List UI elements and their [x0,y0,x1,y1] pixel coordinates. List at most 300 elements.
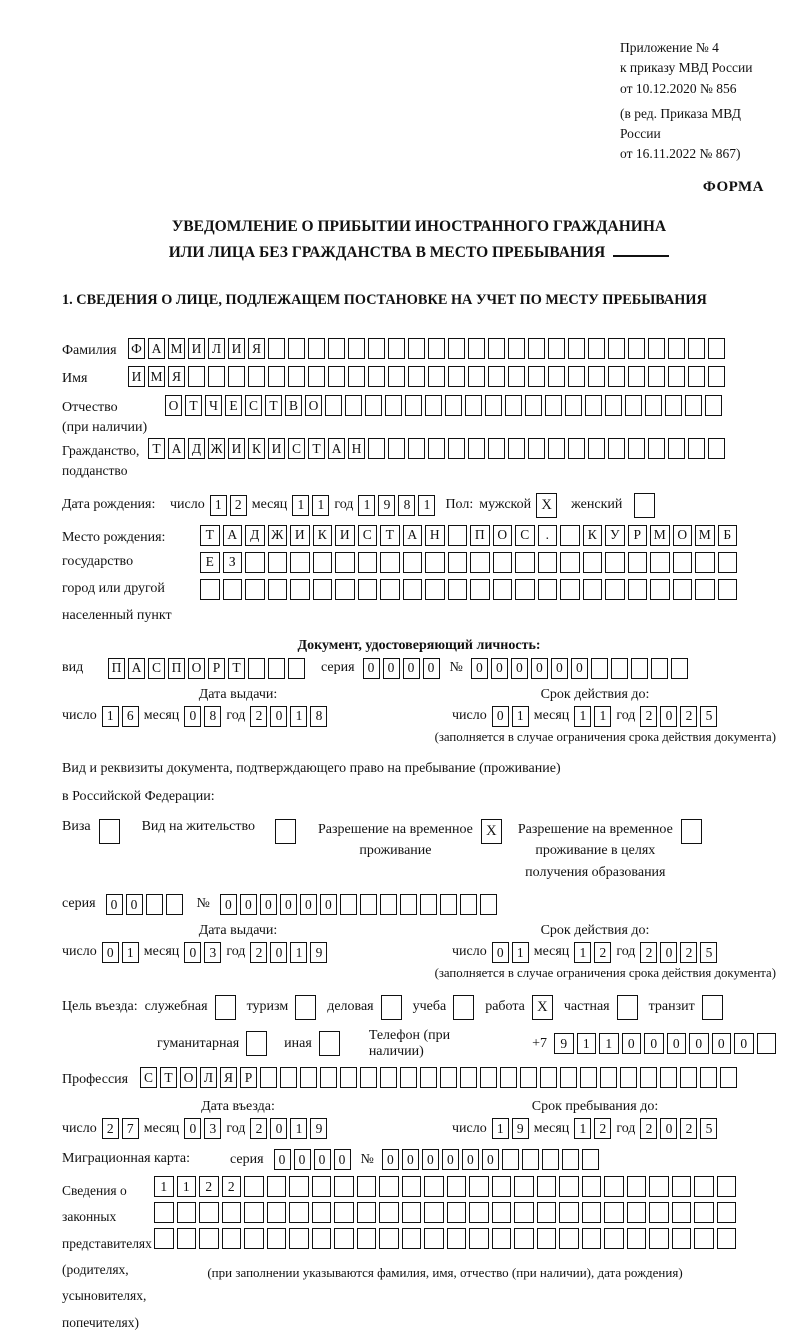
char-cell[interactable] [289,1202,309,1223]
date-cell[interactable]: 0 [184,942,201,963]
char-cell[interactable] [312,1176,332,1197]
char-cell[interactable] [608,366,625,387]
char-cell[interactable] [244,1176,264,1197]
char-cell[interactable] [177,1228,197,1249]
char-cell[interactable] [460,1067,477,1088]
char-cell[interactable]: Р [628,525,648,546]
char-cell[interactable] [460,894,477,915]
char-cell[interactable] [428,338,445,359]
char-cell[interactable] [177,1202,197,1223]
char-cell[interactable] [673,579,693,600]
char-cell[interactable] [508,438,525,459]
char-cell[interactable] [146,894,163,915]
char-cell[interactable]: 0 [511,658,528,679]
char-cell[interactable] [493,552,513,573]
char-cell[interactable] [325,395,342,416]
char-cell[interactable] [525,395,542,416]
char-cell[interactable]: В [285,395,302,416]
char-cell[interactable] [492,1176,512,1197]
char-cell[interactable]: К [248,438,265,459]
char-cell[interactable] [582,1149,599,1170]
char-cell[interactable] [648,366,665,387]
char-cell[interactable]: О [493,525,513,546]
char-cell[interactable] [502,1149,519,1170]
date-cell[interactable]: 2 [250,942,267,963]
char-cell[interactable] [408,366,425,387]
date-cell[interactable]: 2 [640,706,657,727]
char-cell[interactable]: И [268,438,285,459]
char-cell[interactable] [640,1067,657,1088]
date-cell[interactable]: 9 [378,495,395,516]
char-cell[interactable] [538,552,558,573]
char-cell[interactable] [560,1067,577,1088]
date-cell[interactable]: 9 [310,1118,327,1139]
char-cell[interactable] [268,658,285,679]
date-cell[interactable]: 0 [102,942,119,963]
date-cell[interactable]: 2 [230,495,247,516]
char-cell[interactable]: С [288,438,305,459]
char-cell[interactable] [228,366,245,387]
char-cell[interactable] [335,552,355,573]
char-cell[interactable] [673,552,693,573]
date-cell[interactable]: 5 [700,706,717,727]
char-cell[interactable] [488,438,505,459]
char-cell[interactable] [582,1176,602,1197]
char-cell[interactable] [688,366,705,387]
char-cell[interactable] [428,366,445,387]
char-cell[interactable] [424,1228,444,1249]
char-cell[interactable] [312,1202,332,1223]
char-cell[interactable]: П [108,658,125,679]
char-cell[interactable] [313,552,333,573]
char-cell[interactable] [548,366,565,387]
char-cell[interactable] [688,438,705,459]
char-cell[interactable] [668,338,685,359]
char-cell[interactable]: Т [228,658,245,679]
char-cell[interactable] [649,1176,669,1197]
edu-residence-checkbox[interactable] [681,819,702,844]
purpose-humanitarian-checkbox[interactable] [246,1031,267,1056]
char-cell[interactable]: М [168,338,185,359]
char-cell[interactable] [368,366,385,387]
char-cell[interactable]: Е [225,395,242,416]
date-cell[interactable]: 1 [492,1118,509,1139]
char-cell[interactable] [604,1202,624,1223]
char-cell[interactable] [580,1067,597,1088]
char-cell[interactable] [245,552,265,573]
date-cell[interactable]: 9 [512,1118,529,1139]
char-cell[interactable]: 1 [177,1176,197,1197]
char-cell[interactable] [289,1228,309,1249]
date-cell[interactable]: 8 [398,495,415,516]
purpose-official-checkbox[interactable] [215,995,236,1020]
char-cell[interactable]: 0 [482,1149,499,1170]
date-cell[interactable]: 1 [512,706,529,727]
char-cell[interactable] [208,366,225,387]
char-cell[interactable] [379,1228,399,1249]
char-cell[interactable]: 1 [577,1033,597,1054]
char-cell[interactable] [608,338,625,359]
char-cell[interactable] [583,579,603,600]
char-cell[interactable] [447,1202,467,1223]
char-cell[interactable]: Ч [205,395,222,416]
date-cell[interactable]: 1 [574,942,591,963]
char-cell[interactable] [582,1202,602,1223]
char-cell[interactable] [408,438,425,459]
char-cell[interactable]: 0 [300,894,317,915]
date-cell[interactable]: 1 [512,942,529,963]
char-cell[interactable] [672,1202,692,1223]
char-cell[interactable] [548,338,565,359]
char-cell[interactable] [290,579,310,600]
char-cell[interactable] [528,366,545,387]
char-cell[interactable] [591,658,608,679]
char-cell[interactable] [268,366,285,387]
temp-residence-checkbox[interactable]: X [481,819,502,844]
char-cell[interactable] [522,1149,539,1170]
date-cell[interactable]: 2 [250,706,267,727]
purpose-other-checkbox[interactable] [319,1031,340,1056]
char-cell[interactable] [628,338,645,359]
date-cell[interactable]: 2 [680,706,697,727]
char-cell[interactable]: П [168,658,185,679]
char-cell[interactable] [448,338,465,359]
char-cell[interactable] [357,1176,377,1197]
char-cell[interactable] [515,579,535,600]
char-cell[interactable]: 2 [199,1176,219,1197]
char-cell[interactable] [628,438,645,459]
char-cell[interactable] [492,1202,512,1223]
char-cell[interactable] [244,1202,264,1223]
char-cell[interactable] [651,658,668,679]
char-cell[interactable] [649,1228,669,1249]
purpose-private-checkbox[interactable] [617,995,638,1020]
char-cell[interactable] [600,1067,617,1088]
char-cell[interactable] [708,338,725,359]
char-cell[interactable] [505,395,522,416]
char-cell[interactable]: 0 [382,1149,399,1170]
char-cell[interactable]: 0 [294,1149,311,1170]
char-cell[interactable] [448,366,465,387]
char-cell[interactable] [328,366,345,387]
char-cell[interactable]: 0 [106,894,123,915]
char-cell[interactable]: К [313,525,333,546]
char-cell[interactable] [222,1202,242,1223]
char-cell[interactable]: У [605,525,625,546]
char-cell[interactable] [500,1067,517,1088]
char-cell[interactable] [585,395,602,416]
char-cell[interactable] [468,338,485,359]
char-cell[interactable] [488,366,505,387]
char-cell[interactable] [334,1176,354,1197]
date-cell[interactable]: 8 [310,706,327,727]
date-cell[interactable]: 1 [594,706,611,727]
char-cell[interactable] [335,579,355,600]
char-cell[interactable] [568,366,585,387]
char-cell[interactable]: И [335,525,355,546]
char-cell[interactable] [604,1176,624,1197]
char-cell[interactable] [548,438,565,459]
char-cell[interactable] [290,552,310,573]
char-cell[interactable] [425,579,445,600]
char-cell[interactable] [688,338,705,359]
char-cell[interactable]: А [128,658,145,679]
char-cell[interactable] [685,395,702,416]
char-cell[interactable] [420,1067,437,1088]
char-cell[interactable] [403,552,423,573]
char-cell[interactable]: 0 [491,658,508,679]
date-cell[interactable]: 1 [210,495,227,516]
char-cell[interactable]: А [328,438,345,459]
char-cell[interactable] [388,366,405,387]
date-cell[interactable]: 2 [640,942,657,963]
char-cell[interactable] [604,1228,624,1249]
char-cell[interactable]: З [223,552,243,573]
char-cell[interactable] [268,579,288,600]
char-cell[interactable] [650,579,670,600]
char-cell[interactable]: 0 [644,1033,664,1054]
char-cell[interactable] [222,1228,242,1249]
char-cell[interactable]: Е [200,552,220,573]
char-cell[interactable] [559,1176,579,1197]
char-cell[interactable] [445,395,462,416]
char-cell[interactable] [300,1067,317,1088]
char-cell[interactable]: Н [348,438,365,459]
date-cell[interactable]: 1 [122,942,139,963]
char-cell[interactable] [645,395,662,416]
char-cell[interactable] [360,894,377,915]
date-cell[interactable]: 0 [184,1118,201,1139]
char-cell[interactable] [559,1228,579,1249]
char-cell[interactable] [448,552,468,573]
char-cell[interactable] [560,579,580,600]
char-cell[interactable]: 0 [689,1033,709,1054]
char-cell[interactable] [267,1202,287,1223]
char-cell[interactable]: 0 [220,894,237,915]
char-cell[interactable] [568,438,585,459]
char-cell[interactable] [268,338,285,359]
char-cell[interactable] [334,1202,354,1223]
char-cell[interactable]: 0 [260,894,277,915]
char-cell[interactable]: Т [148,438,165,459]
char-cell[interactable] [365,395,382,416]
char-cell[interactable] [469,1176,489,1197]
char-cell[interactable]: 2 [222,1176,242,1197]
char-cell[interactable]: Р [208,658,225,679]
date-cell[interactable]: 6 [122,706,139,727]
char-cell[interactable]: Ф [128,338,145,359]
char-cell[interactable] [428,438,445,459]
char-cell[interactable] [672,1228,692,1249]
char-cell[interactable]: 0 [622,1033,642,1054]
purpose-transit-checkbox[interactable] [702,995,723,1020]
visa-checkbox[interactable] [99,819,120,844]
char-cell[interactable] [627,1202,647,1223]
char-cell[interactable] [514,1228,534,1249]
char-cell[interactable] [447,1228,467,1249]
purpose-tourism-checkbox[interactable] [295,995,316,1020]
date-cell[interactable]: 0 [660,942,677,963]
char-cell[interactable] [514,1202,534,1223]
char-cell[interactable]: Я [168,366,185,387]
char-cell[interactable]: А [168,438,185,459]
char-cell[interactable] [757,1033,777,1054]
char-cell[interactable]: И [228,338,245,359]
char-cell[interactable] [368,338,385,359]
char-cell[interactable] [288,338,305,359]
residence-permit-checkbox[interactable] [275,819,296,844]
char-cell[interactable] [425,395,442,416]
char-cell[interactable] [424,1202,444,1223]
char-cell[interactable] [470,552,490,573]
date-cell[interactable]: 7 [122,1118,139,1139]
char-cell[interactable] [583,552,603,573]
char-cell[interactable] [280,1067,297,1088]
char-cell[interactable]: С [515,525,535,546]
char-cell[interactable]: 0 [334,1149,351,1170]
date-cell[interactable]: 0 [660,706,677,727]
char-cell[interactable] [248,658,265,679]
purpose-work-checkbox[interactable]: X [532,995,553,1020]
char-cell[interactable] [380,894,397,915]
char-cell[interactable] [628,579,648,600]
char-cell[interactable] [388,338,405,359]
char-cell[interactable] [562,1149,579,1170]
char-cell[interactable] [720,1067,737,1088]
char-cell[interactable] [565,395,582,416]
char-cell[interactable] [312,1228,332,1249]
char-cell[interactable] [468,366,485,387]
char-cell[interactable] [328,338,345,359]
char-cell[interactable] [480,894,497,915]
char-cell[interactable] [605,579,625,600]
char-cell[interactable]: 0 [471,658,488,679]
char-cell[interactable]: 0 [667,1033,687,1054]
char-cell[interactable]: . [538,525,558,546]
char-cell[interactable] [508,338,525,359]
char-cell[interactable]: Б [718,525,738,546]
date-cell[interactable]: 1 [290,1118,307,1139]
char-cell[interactable] [267,1176,287,1197]
char-cell[interactable] [694,1176,714,1197]
char-cell[interactable] [400,894,417,915]
char-cell[interactable] [628,366,645,387]
char-cell[interactable] [440,894,457,915]
char-cell[interactable] [313,579,333,600]
date-cell[interactable]: 0 [270,706,287,727]
char-cell[interactable] [648,438,665,459]
char-cell[interactable]: 0 [551,658,568,679]
date-cell[interactable]: 0 [492,706,509,727]
char-cell[interactable] [308,338,325,359]
date-cell[interactable]: 1 [102,706,119,727]
char-cell[interactable] [537,1202,557,1223]
char-cell[interactable] [200,579,220,600]
char-cell[interactable] [608,438,625,459]
char-cell[interactable]: И [128,366,145,387]
date-cell[interactable]: 3 [204,942,221,963]
char-cell[interactable] [402,1228,422,1249]
char-cell[interactable] [424,1176,444,1197]
char-cell[interactable] [379,1176,399,1197]
char-cell[interactable]: П [470,525,490,546]
char-cell[interactable] [718,552,738,573]
char-cell[interactable] [627,1176,647,1197]
char-cell[interactable] [650,552,670,573]
char-cell[interactable] [538,579,558,600]
char-cell[interactable]: Н [425,525,445,546]
char-cell[interactable] [380,552,400,573]
char-cell[interactable] [488,338,505,359]
char-cell[interactable] [360,1067,377,1088]
char-cell[interactable]: 1 [154,1176,174,1197]
char-cell[interactable] [717,1228,737,1249]
char-cell[interactable] [528,338,545,359]
char-cell[interactable] [559,1202,579,1223]
char-cell[interactable] [620,1067,637,1088]
char-cell[interactable] [717,1176,737,1197]
date-cell[interactable]: 2 [102,1118,119,1139]
char-cell[interactable]: М [650,525,670,546]
char-cell[interactable] [588,338,605,359]
char-cell[interactable] [568,338,585,359]
char-cell[interactable]: Ж [208,438,225,459]
sex-female-checkbox[interactable] [634,493,655,518]
char-cell[interactable] [605,552,625,573]
char-cell[interactable] [545,395,562,416]
char-cell[interactable] [680,1067,697,1088]
date-cell[interactable]: 0 [270,1118,287,1139]
date-cell[interactable]: 1 [312,495,329,516]
char-cell[interactable]: Я [248,338,265,359]
char-cell[interactable]: Л [208,338,225,359]
char-cell[interactable]: Д [245,525,265,546]
char-cell[interactable] [379,1202,399,1223]
date-cell[interactable]: 2 [680,942,697,963]
char-cell[interactable]: О [188,658,205,679]
date-cell[interactable]: 2 [250,1118,267,1139]
char-cell[interactable] [380,579,400,600]
char-cell[interactable] [695,552,715,573]
char-cell[interactable] [447,1176,467,1197]
char-cell[interactable]: С [358,525,378,546]
char-cell[interactable] [508,366,525,387]
date-cell[interactable]: 0 [660,1118,677,1139]
char-cell[interactable]: К [583,525,603,546]
char-cell[interactable]: 0 [403,658,420,679]
char-cell[interactable]: Т [308,438,325,459]
char-cell[interactable] [268,552,288,573]
char-cell[interactable] [520,1067,537,1088]
char-cell[interactable] [402,1202,422,1223]
char-cell[interactable]: 0 [320,894,337,915]
date-cell[interactable]: 9 [310,942,327,963]
char-cell[interactable] [470,579,490,600]
char-cell[interactable] [540,1067,557,1088]
char-cell[interactable] [611,658,628,679]
date-cell[interactable]: 2 [594,1118,611,1139]
char-cell[interactable]: М [695,525,715,546]
date-cell[interactable]: 0 [270,942,287,963]
char-cell[interactable] [480,1067,497,1088]
date-cell[interactable]: 1 [290,706,307,727]
purpose-business-checkbox[interactable] [381,995,402,1020]
char-cell[interactable] [469,1202,489,1223]
char-cell[interactable] [334,1228,354,1249]
char-cell[interactable]: А [403,525,423,546]
char-cell[interactable] [542,1149,559,1170]
date-cell[interactable]: 1 [574,1118,591,1139]
